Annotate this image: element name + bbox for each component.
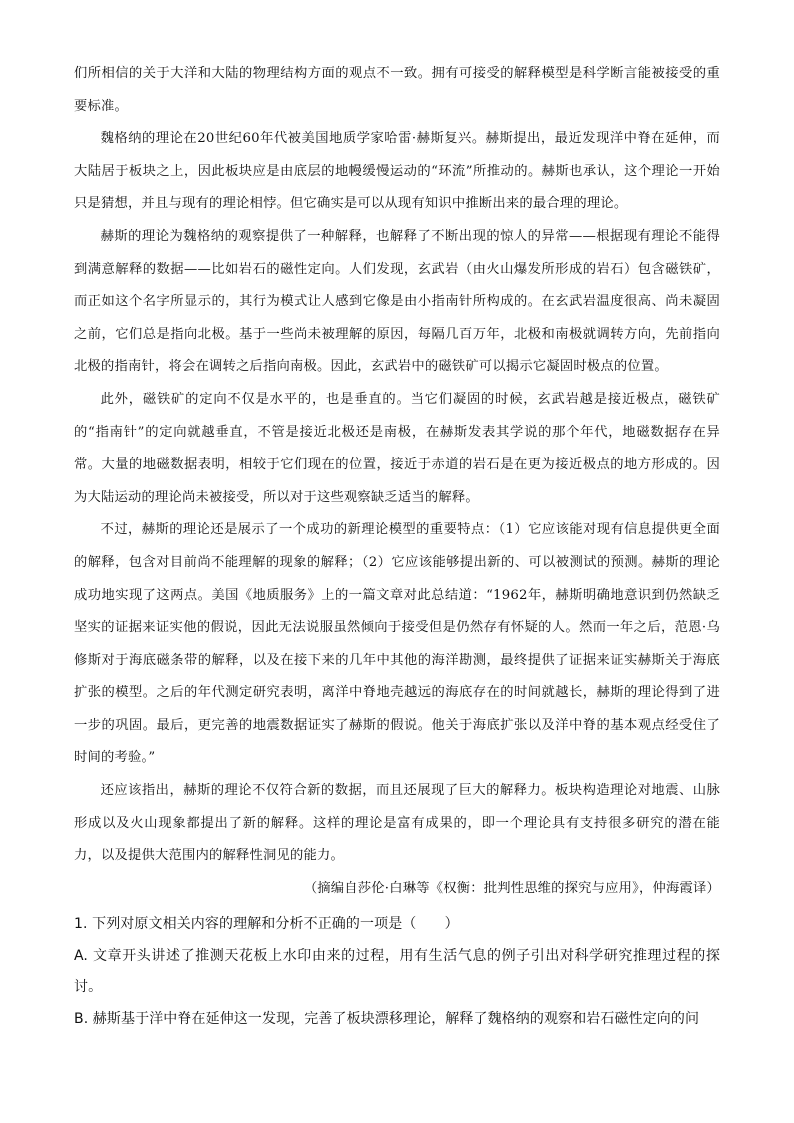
question-stem: 1. 下列对原文相关内容的理解和分析不正确的一项是（ ） bbox=[74, 916, 459, 933]
option-a: A. 文章开头讲述了推测天花板上水印由来的过程，用有生活气息的例子引出对科学研究推理过程的探讨。 bbox=[74, 947, 720, 996]
source-citation: （摘编自莎伦·白琳等《权衡：批判性思维的探究与应用》，仲海霞译） bbox=[303, 880, 720, 896]
paragraph-6: 还应该指出，赫斯的理论不仅符合新的数据，而且还展现了巨大的解释力。板块构造理论对地震、山脉形成以及火山现象都提出了新的解释。这样的理论是富有成果的，即一个理论具有支持很多研究的潜在能力，以及提供大范围内的解释性洞见的能力。 bbox=[74, 783, 720, 864]
option-b: B. 赫斯基于洋中脊在延伸这一发现，完善了板块漂移理论，解释了魏格纳的观察和岩石磁性定向的问 bbox=[74, 1010, 700, 1027]
paragraph-2: 魏格纳的理论在20世纪60年代被美国地质学家哈雷·赫斯复兴。赫斯提出，最近发现洋中脊在延伸，而大陆居于板块之上，因此板块应是由底层的地幔缓慢运动的“环流”所推动的。赫斯也承认，这个理论一开始只是猜想，并且与现有的理论相悖。但它确实是可以从现有知识中推断出来的最合理的理论。 bbox=[74, 131, 720, 212]
passage bbox=[74, 58, 720, 905]
question-1 bbox=[74, 909, 720, 1035]
paragraph-3: 赫斯的理论为魏格纳的观察提供了一种解释，也解释了不断出现的惊人的异常——根据现有理论不能得到满意解释的数据——比如岩石的磁性定向。人们发现，玄武岩（由火山爆发所形成的岩石）包含磁铁矿，而正如这个名字所显示的，其行为模式让人感到它像是由小指南针所构成的。在玄武岩温度很高、尚未凝固之前，它们总是指向北极。基于一些尚未被理解的原因，每隔几百万年，北极和南极就调转方向，先前指向北极的指南针，将会在调转之后指向南极。因此，玄武岩中的磁铁矿可以揭示它凝固时极点的位置。 bbox=[74, 228, 720, 375]
paragraph-1: 们所相信的关于大洋和大陆的物理结构方面的观点不一致。拥有可接受的解释模型是科学断言能被接受的重要标准。 bbox=[74, 66, 720, 114]
document-page bbox=[74, 58, 720, 1035]
paragraph-5: 不过，赫斯的理论还是展示了一个成功的新理论模型的重要特点：（1）它应该能对现有信息提供更全面的解释，包含对目前尚不能理解的现象的解释；（2）它应该能够提出新的、可以被测试的预测。赫斯的理论成功地实现了这两点。美国《地质服务》上的一篇文章对此总结道：“1962年，赫斯明确地意识到仍然缺乏坚实的证据来证实他的假说，因此无法说服虽然倾向于接受但是仍然存有怀疑的人。然而一年之后，范恩·乌修斯对于海底磁条带的解释，以及在接下来的几年中其他的海洋勘测，最终提供了证据来证实赫斯关于海底扩张的模型。之后的年代测定研究表明，离洋中脊地壳越远的海底存在的时间就越长，赫斯的理论得到了进一步的巩固。最后，更完善的地震数据证实了赫斯的假说。他关于海底扩张以及洋中脊的基本观点经受住了时间的考验。” bbox=[74, 522, 720, 766]
paragraph-4: 此外，磁铁矿的定向不仅是水平的，也是垂直的。当它们凝固的时候，玄武岩越是接近极点，磁铁矿的“指南针”的定向就越垂直，不管是接近北极还是南极，在赫斯发表其学说的那个年代，地磁数据存在异常。大量的地磁数据表明，相较于它们现在的位置，接近于赤道的岩石是在更为接近极点的地方形成的。因为大陆运动的理论尚未被接受，所以对于这些观察缺乏适当的解释。 bbox=[74, 391, 720, 505]
